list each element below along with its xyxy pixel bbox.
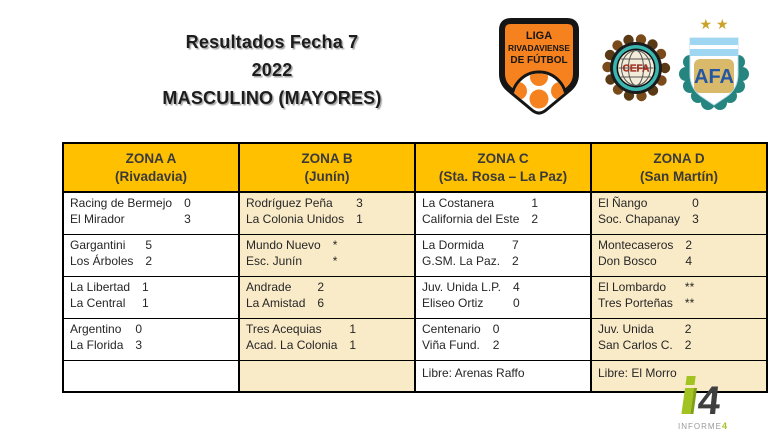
home-team-name: Centenario [422, 322, 481, 336]
match-pair [598, 196, 760, 227]
zone-region: (Sta. Rosa – La Paz) [438, 168, 568, 184]
match-cell [415, 319, 591, 361]
empty-cell [63, 361, 239, 393]
home-team-name: La Costanera [422, 196, 495, 210]
match-cell [415, 192, 591, 235]
away-team-name: La Amistad [246, 295, 306, 310]
liga-rivadaviense-logo [492, 14, 586, 128]
home-team-score: 7 [512, 238, 519, 252]
zone-name: ZONA C [477, 150, 529, 166]
zone-header-b [239, 143, 415, 192]
home-team-name: Montecaseros [598, 238, 674, 252]
match-pair [422, 238, 584, 269]
away-team-score: 1 [142, 295, 149, 310]
away-team-name: G.SM. La Paz. [422, 253, 501, 268]
home-team-score: 1 [531, 196, 539, 210]
match-cell [591, 277, 767, 319]
home-team-score: 2 [317, 280, 325, 294]
afa-logo [668, 12, 760, 120]
bye-note: Libre: El Morro [598, 366, 677, 380]
match-pair [246, 196, 408, 227]
results-table-head [63, 143, 767, 192]
match-pair [70, 196, 232, 227]
zone-name: ZONA A [125, 150, 177, 166]
home-team-score: 0 [692, 196, 699, 210]
afa-text: AFA [694, 66, 734, 88]
home-team-score: 0 [492, 322, 500, 336]
match-pair [70, 322, 232, 353]
zone-name: ZONA D [653, 150, 705, 166]
match-cell [239, 192, 415, 235]
away-team-score: 2 [512, 253, 519, 268]
match-cell [63, 319, 239, 361]
match-pair [598, 238, 760, 269]
match-pair [246, 280, 408, 311]
home-team-score: 1 [349, 322, 357, 336]
away-team-score: 3 [184, 211, 191, 226]
liga-text-2: RIVADAVIENSE [508, 43, 571, 53]
home-team-name: El Ñango [598, 196, 648, 210]
page-title [72, 28, 472, 112]
match-pair [70, 238, 232, 269]
away-team-score: 1 [349, 337, 357, 352]
home-team-score: 1 [142, 280, 149, 294]
zone-region: (San Martín) [639, 168, 718, 184]
match-cell [591, 235, 767, 277]
away-team-score: 6 [317, 295, 325, 310]
title-line-2: 2022 [251, 60, 293, 80]
away-team-score: 2 [492, 337, 500, 352]
home-team-name: La Libertad [70, 280, 131, 294]
away-team-score: 2 [531, 211, 539, 226]
away-team-name: Acad. La Colonia [246, 337, 338, 352]
away-team-score: 2 [684, 337, 692, 352]
away-team-score: 3 [692, 211, 699, 226]
away-team-name: Eliseo Ortiz [422, 295, 484, 310]
away-team-name: La Central [70, 295, 126, 310]
home-team-score: 3 [356, 196, 363, 210]
away-team-score: 4 [685, 253, 693, 268]
home-team-name: Juv. Unida [598, 322, 654, 336]
away-team-name: La Florida [70, 337, 124, 352]
home-team-score: 2 [685, 238, 693, 252]
match-pair [598, 280, 760, 311]
home-team-name: Gargantini [70, 238, 126, 252]
note-cell [415, 361, 591, 393]
away-team-name: Esc. Junín [246, 253, 303, 268]
away-team-score: 1 [356, 211, 363, 226]
match-pair [422, 196, 584, 227]
away-team-name: La Colonia Unidos [246, 211, 345, 226]
away-team-name: Don Bosco [598, 253, 657, 268]
zone-region: (Rivadavia) [114, 168, 188, 184]
away-team-name: El Mirador [70, 211, 125, 226]
home-team-name: Andrade [246, 280, 292, 294]
match-pair [70, 280, 232, 311]
home-team-score: 4 [512, 280, 520, 294]
title-line-1: Resultados Fecha 7 [185, 32, 359, 52]
away-team-score: ** [684, 295, 695, 310]
liga-text-1: LIGA [525, 30, 553, 42]
away-team-score: 3 [135, 337, 143, 352]
match-cell [63, 235, 239, 277]
match-cell [239, 319, 415, 361]
away-team-name: Tres Porteñas [598, 295, 673, 310]
informe4-watermark [648, 374, 758, 431]
away-team-score: * [332, 253, 338, 268]
liga-text-3: DE FÚTBOL [510, 55, 568, 66]
home-team-name: El Lombardo [598, 280, 667, 294]
svg-text:4: 4 [695, 379, 723, 418]
match-cell [239, 277, 415, 319]
match-cell [591, 192, 767, 235]
home-team-name: Racing de Bermejo [70, 196, 173, 210]
afa-stars-icon: ★ ★ [699, 16, 729, 32]
home-team-name: Rodríguez Peña [246, 196, 333, 210]
informe4-label: INFORME4 [678, 421, 728, 431]
zone-header-c [415, 143, 591, 192]
home-team-name: Tres Acequias [246, 322, 322, 336]
table-row [63, 277, 767, 319]
home-team-score: 0 [184, 196, 191, 210]
match-pair [422, 322, 584, 353]
match-pair [422, 280, 584, 311]
away-team-score: 0 [512, 295, 520, 310]
zone-name: ZONA B [301, 150, 353, 166]
zone-region: (Junín) [304, 168, 350, 184]
bye-note: Libre: Arenas Raffo [422, 366, 525, 380]
match-cell [415, 235, 591, 277]
match-cell [415, 277, 591, 319]
table-row [63, 192, 767, 235]
home-team-name: Juv. Unida L.P. [422, 280, 501, 294]
results-table-body [63, 192, 767, 392]
home-team-score: * [332, 238, 338, 252]
away-team-score: 2 [145, 253, 153, 268]
away-team-name: San Carlos C. [598, 337, 673, 352]
informe4-icon [671, 374, 735, 418]
title-line-3: MASCULINO (MAYORES) [162, 88, 382, 108]
home-team-score: 0 [135, 322, 143, 336]
away-team-name: Los Árboles [70, 253, 134, 268]
header-row [63, 143, 767, 192]
match-pair [598, 322, 760, 353]
results-table [62, 142, 768, 393]
home-team-score: ** [684, 280, 695, 294]
match-cell [239, 235, 415, 277]
cefa-logo [600, 32, 672, 104]
match-cell [63, 192, 239, 235]
empty-cell [239, 361, 415, 393]
home-team-score: 2 [684, 322, 692, 336]
away-team-name: Viña Fund. [422, 337, 480, 352]
home-team-name: Argentino [70, 322, 122, 336]
match-cell [591, 319, 767, 361]
cefa-text: CEFA [622, 63, 650, 75]
zone-header-d [591, 143, 767, 192]
zone-header-a [63, 143, 239, 192]
table-row [63, 319, 767, 361]
table-row [63, 235, 767, 277]
match-pair [246, 238, 408, 269]
match-cell [63, 277, 239, 319]
match-pair [246, 322, 408, 353]
home-team-name: Mundo Nuevo [246, 238, 321, 252]
away-team-name: Soc. Chapanay [598, 211, 681, 226]
away-team-name: California del Este [422, 211, 520, 226]
home-team-score: 5 [145, 238, 153, 252]
home-team-name: La Dormida [422, 238, 485, 252]
